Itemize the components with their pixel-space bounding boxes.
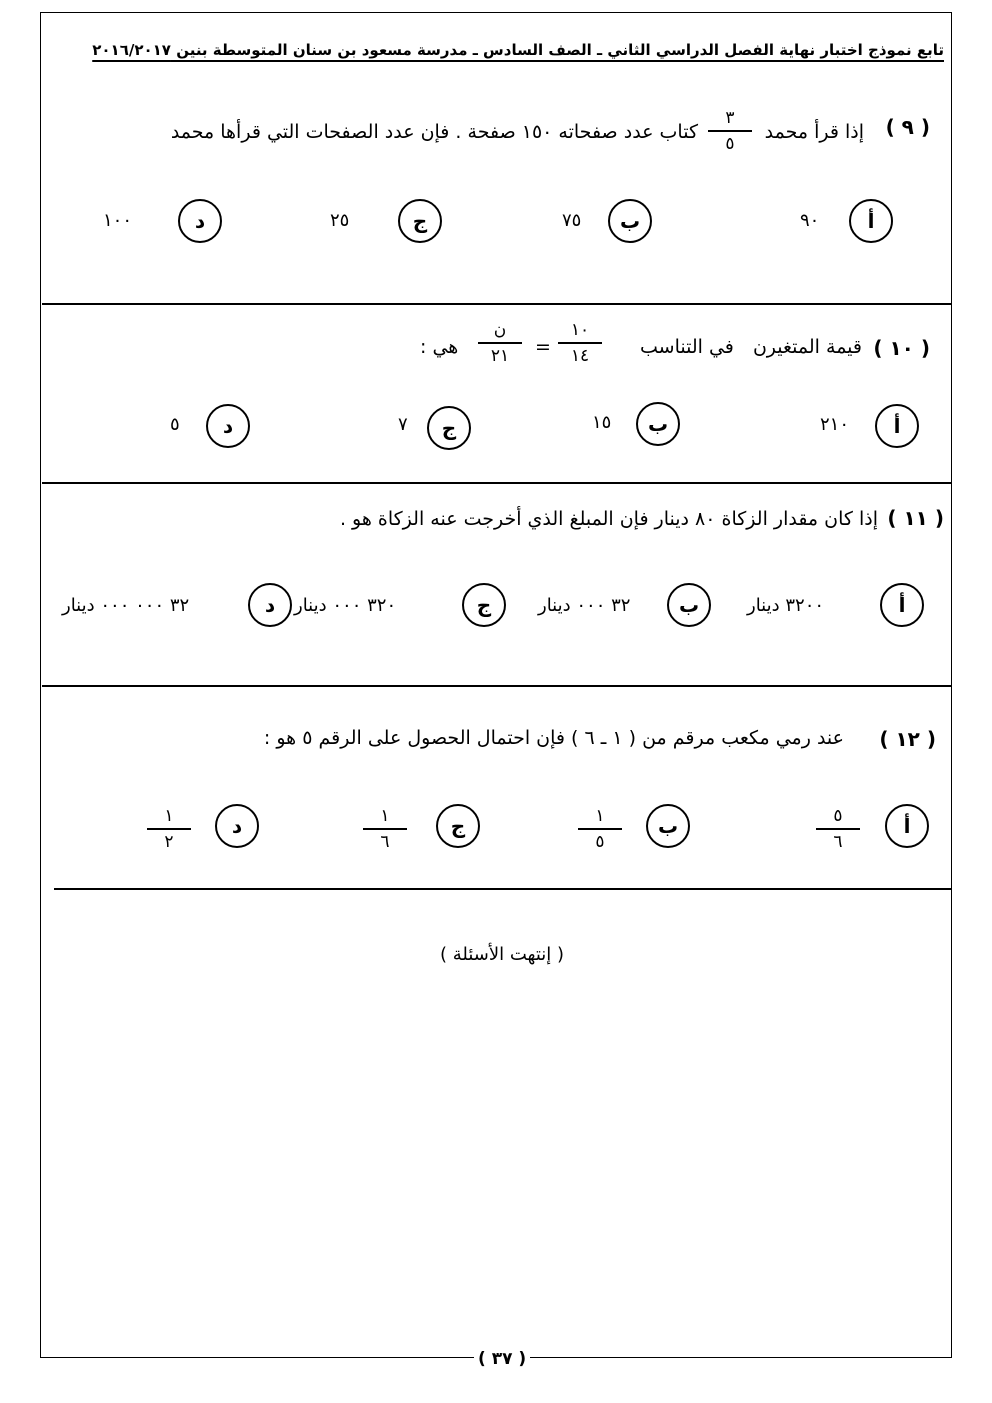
q9-option-a-value: ٩٠ bbox=[800, 210, 820, 231]
q12-option-a-circle[interactable]: أ bbox=[885, 804, 929, 848]
divider-q10 bbox=[42, 482, 951, 484]
q10-frac1-bar bbox=[558, 342, 602, 344]
q9-option-b-value: ٧٥ bbox=[562, 210, 582, 231]
q11-number: ( ١١ ) bbox=[887, 506, 944, 530]
q10-text-part1: قيمة المتغير bbox=[766, 336, 862, 358]
q10-option-b-value: ١٥ bbox=[592, 412, 612, 433]
q9-text-part2: كتاب عدد صفحاته ١٥٠ صفحة . فإن عدد الصفحات التي قرأها محمد bbox=[170, 121, 698, 143]
divider-q12 bbox=[54, 888, 951, 890]
q11-option-d-value: ٣٢ ٠٠٠ ٠٠٠ دينار bbox=[62, 595, 190, 616]
q10-option-d-value: ٥ bbox=[170, 414, 180, 435]
q9-fraction bbox=[708, 108, 752, 154]
q10-text-part2: في التناسب bbox=[640, 336, 734, 358]
q12-option-c-fraction bbox=[363, 806, 407, 852]
q10-number: ( ١٠ ) bbox=[873, 336, 930, 360]
divider-q11 bbox=[42, 685, 951, 687]
q12-option-a-bar bbox=[816, 828, 860, 830]
q9-option-d-value: ١٠٠ bbox=[103, 210, 133, 231]
q12-option-c-den: ٦ bbox=[380, 832, 390, 852]
q10-frac1-num: ١٠ bbox=[570, 320, 590, 340]
end-of-questions: ( إنتهت الأسئلة ) bbox=[440, 944, 565, 965]
q9-frac-bar bbox=[708, 130, 752, 132]
q10-option-c-value: ٧ bbox=[398, 414, 408, 435]
q12-number: ( ١٢ ) bbox=[879, 727, 936, 751]
q12-option-b-circle[interactable]: ب bbox=[646, 804, 690, 848]
q10-fraction-2 bbox=[478, 320, 522, 366]
q10-fraction-1 bbox=[558, 320, 602, 366]
q12-option-a-den: ٦ bbox=[833, 832, 843, 852]
q12-option-c-circle[interactable]: ج bbox=[436, 804, 480, 848]
q10-frac1-den: ١٤ bbox=[570, 346, 590, 366]
page-number: ( ٣٧ ) bbox=[474, 1349, 530, 1369]
q9-option-d-circle[interactable]: د bbox=[178, 199, 222, 243]
q9-number: ( ٩ ) bbox=[885, 115, 930, 139]
q10-equals: = bbox=[535, 336, 551, 358]
q9-frac-den: ٥ bbox=[725, 134, 735, 154]
q12-option-a-num: ٥ bbox=[833, 806, 843, 826]
q11-text: إذا كان مقدار الزكاة ٨٠ دينار فإن المبلغ الذي أخرجت عنه الزكاة هو . bbox=[339, 508, 878, 530]
q12-option-d-circle[interactable]: د bbox=[215, 804, 259, 848]
q10-text-part3: هي : bbox=[420, 336, 459, 358]
q10-option-b-circle[interactable]: ب bbox=[636, 402, 680, 446]
q11-option-b-value: ٣٢ ٠٠٠ دينار bbox=[538, 595, 631, 616]
q11-option-d-circle[interactable]: د bbox=[248, 583, 292, 627]
q11-option-c-value: ٣٢٠ ٠٠٠ دينار bbox=[294, 595, 397, 616]
q10-option-a-value: ٢١٠ bbox=[820, 414, 850, 435]
q10-frac2-den: ٢١ bbox=[490, 346, 510, 366]
q9-option-b-circle[interactable]: ب bbox=[608, 199, 652, 243]
q10-frac2-bar bbox=[478, 342, 522, 344]
q10-option-c-circle[interactable]: ج bbox=[427, 406, 471, 450]
q9-frac-num: ٣ bbox=[725, 108, 735, 128]
q12-option-c-bar bbox=[363, 828, 407, 830]
q12-option-d-den: ٢ bbox=[164, 832, 174, 852]
q12-option-b-bar bbox=[578, 828, 622, 830]
q11-option-a-value: ٣٢٠٠ دينار bbox=[747, 595, 825, 616]
q10-option-a-circle[interactable]: أ bbox=[875, 404, 919, 448]
exam-header: تابع نموذج اختبار نهاية الفصل الدراسي الثاني ـ الصف السادس ـ مدرسة مسعود بن سنان المتوسطة بنين ٢٠١٦/٢٠١٧ bbox=[92, 41, 944, 59]
q10-variable: ن bbox=[753, 336, 767, 358]
q12-option-a-fraction bbox=[816, 806, 860, 852]
divider-q9 bbox=[42, 303, 951, 305]
q11-option-c-circle[interactable]: ج bbox=[462, 583, 506, 627]
q12-option-d-fraction bbox=[147, 806, 191, 852]
q12-option-d-bar bbox=[147, 828, 191, 830]
q11-option-b-circle[interactable]: ب bbox=[667, 583, 711, 627]
q12-option-b-num: ١ bbox=[595, 806, 605, 826]
q12-option-b-fraction bbox=[578, 806, 622, 852]
q10-frac2-num: ن bbox=[493, 320, 507, 340]
q9-option-c-circle[interactable]: ج bbox=[398, 199, 442, 243]
q12-option-d-num: ١ bbox=[164, 806, 174, 826]
q12-option-c-num: ١ bbox=[380, 806, 390, 826]
q10-option-d-circle[interactable]: د bbox=[206, 404, 250, 448]
q11-option-a-circle[interactable]: أ bbox=[880, 583, 924, 627]
q9-option-a-circle[interactable]: أ bbox=[849, 199, 893, 243]
q9-option-c-value: ٢٥ bbox=[330, 210, 350, 231]
q12-option-b-den: ٥ bbox=[595, 832, 605, 852]
q9-text-part1: إذا قرأ محمد bbox=[764, 121, 864, 143]
q12-text: عند رمي مكعب مرقم من ( ١ ـ ٦ ) فإن احتمال الحصول على الرقم ٥ هو : bbox=[263, 727, 844, 749]
